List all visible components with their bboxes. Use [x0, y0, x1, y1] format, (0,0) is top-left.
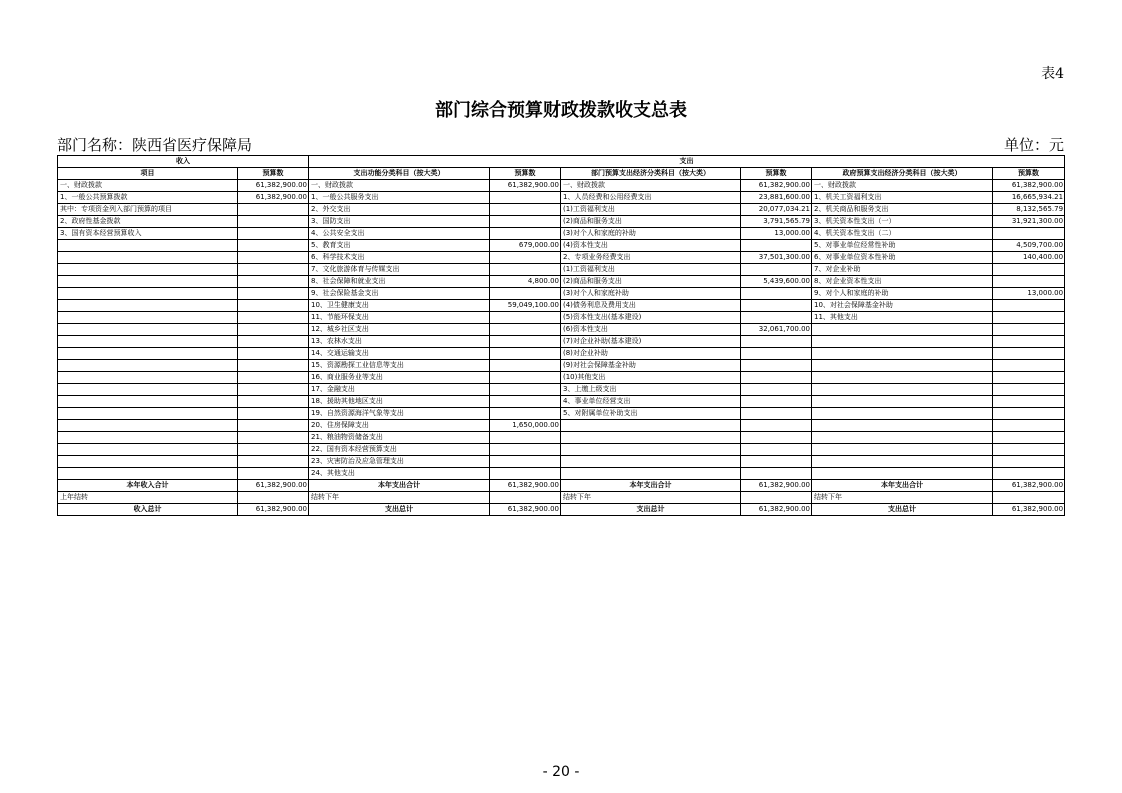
item-cell: 2、专项业务经费支出	[561, 252, 741, 264]
item-cell: 22、国有资本经营预算支出	[309, 444, 490, 456]
item-cell: 14、交通运输支出	[309, 348, 490, 360]
amount-cell	[238, 420, 309, 432]
item-cell: (10)其他支出	[561, 372, 741, 384]
item-cell	[58, 324, 238, 336]
item-cell: 4、机关资本性支出（二）	[812, 228, 993, 240]
item-cell: 6、对事业单位资本性补助	[812, 252, 993, 264]
amount-cell	[993, 384, 1065, 396]
amount-cell	[490, 192, 561, 204]
item-cell: 11、节能环保支出	[309, 312, 490, 324]
amount-cell: 679,000.00	[490, 240, 561, 252]
table-row	[58, 456, 1065, 468]
amount-cell	[993, 420, 1065, 432]
table-row	[58, 408, 1065, 420]
table-row	[58, 228, 1065, 240]
amount-cell	[490, 312, 561, 324]
table-number: 表4	[1041, 66, 1064, 82]
amount-cell	[238, 312, 309, 324]
amount-cell: 1,650,000.00	[490, 420, 561, 432]
amount-cell	[238, 468, 309, 480]
item-cell: (4)债务利息及费用支出	[561, 300, 741, 312]
item-cell	[812, 372, 993, 384]
item-cell: 8、对企业资本性支出	[812, 276, 993, 288]
item-cell: 支出总计	[561, 504, 741, 516]
table-row	[58, 240, 1065, 252]
amount-cell	[741, 444, 812, 456]
amount-cell: 8,132,565.79	[993, 204, 1065, 216]
amount-cell	[993, 456, 1065, 468]
unit-label: 单位：元	[1003, 136, 1064, 154]
item-cell: 13、农林水支出	[309, 336, 490, 348]
item-cell: 18、援助其他地区支出	[309, 396, 490, 408]
budget-header: 预算数	[741, 168, 812, 180]
item-cell	[812, 432, 993, 444]
year-total-row	[58, 480, 1065, 492]
dept-econ-class-header: 部门预算支出经济分类科目（按大类）	[561, 168, 741, 180]
item-cell: 4、事业单位经营支出	[561, 396, 741, 408]
amount-cell	[238, 216, 309, 228]
amount-cell: 13,000.00	[741, 228, 812, 240]
item-cell: 6、科学技术支出	[309, 252, 490, 264]
item-cell: (3)对个人和家庭的补助	[561, 228, 741, 240]
amount-cell: 23,881,600.00	[741, 192, 812, 204]
item-cell: 本年收入合计	[58, 480, 238, 492]
item-cell	[58, 360, 238, 372]
item-cell: 1、一般公共预算拨款	[58, 192, 238, 204]
table-row	[58, 384, 1065, 396]
amount-cell	[741, 420, 812, 432]
amount-cell: 61,382,900.00	[238, 192, 309, 204]
amount-cell	[490, 456, 561, 468]
amount-cell	[490, 396, 561, 408]
amount-cell	[993, 360, 1065, 372]
amount-cell	[490, 360, 561, 372]
item-cell: (9)对社会保障基金补助	[561, 360, 741, 372]
amount-cell: 61,382,900.00	[993, 180, 1065, 192]
item-cell: 1、一般公共服务支出	[309, 192, 490, 204]
amount-cell	[238, 264, 309, 276]
amount-cell	[741, 360, 812, 372]
item-cell	[812, 324, 993, 336]
amount-cell	[741, 384, 812, 396]
amount-cell	[993, 444, 1065, 456]
table-row	[58, 432, 1065, 444]
item-cell: 收入总计	[58, 504, 238, 516]
amount-cell	[993, 408, 1065, 420]
table-row	[58, 300, 1065, 312]
item-cell	[58, 396, 238, 408]
department-row	[57, 134, 1064, 154]
amount-cell	[993, 228, 1065, 240]
item-header: 项目	[58, 168, 238, 180]
amount-cell: 61,382,900.00	[741, 480, 812, 492]
amount-cell	[741, 336, 812, 348]
amount-cell	[741, 408, 812, 420]
amount-cell	[741, 432, 812, 444]
item-cell: (2)商品和服务支出	[561, 216, 741, 228]
item-cell: 3、国有资本经营预算收入	[58, 228, 238, 240]
item-cell: 本年支出合计	[812, 480, 993, 492]
item-cell: (7)对企业补助(基本建设)	[561, 336, 741, 348]
table-row	[58, 360, 1065, 372]
amount-cell: 20,077,034.21	[741, 204, 812, 216]
item-cell: 2、外交支出	[309, 204, 490, 216]
item-cell	[812, 444, 993, 456]
amount-cell: 61,382,900.00	[741, 180, 812, 192]
amount-cell	[741, 264, 812, 276]
amount-cell	[741, 288, 812, 300]
amount-cell: 4,509,700.00	[993, 240, 1065, 252]
item-cell	[58, 288, 238, 300]
amount-cell: 61,382,900.00	[238, 480, 309, 492]
item-cell	[561, 456, 741, 468]
amount-cell: 61,382,900.00	[741, 504, 812, 516]
amount-cell	[238, 252, 309, 264]
item-cell	[58, 348, 238, 360]
header-row-2	[58, 168, 1065, 180]
amount-cell	[238, 276, 309, 288]
item-cell: 7、文化旅游体育与传媒支出	[309, 264, 490, 276]
item-cell: 21、粮油物资储备支出	[309, 432, 490, 444]
item-cell: 9、社会保险基金支出	[309, 288, 490, 300]
func-class-header: 支出功能分类科目（按大类）	[309, 168, 490, 180]
amount-cell: 37,501,300.00	[741, 252, 812, 264]
item-cell	[58, 264, 238, 276]
amount-cell	[741, 396, 812, 408]
item-cell	[58, 432, 238, 444]
amount-cell	[993, 276, 1065, 288]
table-row	[58, 264, 1065, 276]
amount-cell	[993, 492, 1065, 504]
amount-cell: 32,061,700.00	[741, 324, 812, 336]
header-row-1	[58, 156, 1065, 168]
item-cell: 一、财政拨款	[561, 180, 741, 192]
item-cell: 24、其他支出	[309, 468, 490, 480]
amount-cell	[741, 372, 812, 384]
item-cell: 上年结转	[58, 492, 238, 504]
item-cell: 9、对个人和家庭的补助	[812, 288, 993, 300]
item-cell: (6)资本性支出	[561, 324, 741, 336]
item-cell	[561, 420, 741, 432]
item-cell: (1)工资福利支出	[561, 204, 741, 216]
item-cell: 结转下年	[309, 492, 490, 504]
amount-cell	[993, 300, 1065, 312]
amount-cell	[490, 384, 561, 396]
item-cell: 其中：专项资金列入部门预算的项目	[58, 204, 238, 216]
table-row	[58, 204, 1065, 216]
grand-total-row	[58, 504, 1065, 516]
amount-cell	[238, 408, 309, 420]
amount-cell	[490, 468, 561, 480]
item-cell	[561, 444, 741, 456]
department-name: 部门名称：陕西省医疗保障局	[57, 136, 253, 154]
item-cell	[58, 408, 238, 420]
item-cell	[812, 408, 993, 420]
amount-cell	[993, 396, 1065, 408]
item-cell: (5)资本性支出(基本建设)	[561, 312, 741, 324]
amount-cell: 59,049,100.00	[490, 300, 561, 312]
amount-cell	[490, 408, 561, 420]
table-row	[58, 420, 1065, 432]
item-cell	[58, 384, 238, 396]
amount-cell: 61,382,900.00	[238, 180, 309, 192]
table-row	[58, 396, 1065, 408]
amount-cell: 3,791,565.79	[741, 216, 812, 228]
amount-cell: 13,000.00	[993, 288, 1065, 300]
carry-over-row	[58, 492, 1065, 504]
amount-cell	[238, 492, 309, 504]
amount-cell	[238, 360, 309, 372]
amount-cell: 4,800.00	[490, 276, 561, 288]
amount-cell	[490, 348, 561, 360]
amount-cell	[490, 216, 561, 228]
amount-cell	[993, 336, 1065, 348]
item-cell	[561, 432, 741, 444]
amount-cell: 61,382,900.00	[993, 480, 1065, 492]
page-number: - 20 -	[542, 764, 580, 780]
item-cell	[812, 384, 993, 396]
item-cell: 2、政府性基金拨款	[58, 216, 238, 228]
item-cell: 3、国防支出	[309, 216, 490, 228]
amount-cell	[238, 336, 309, 348]
amount-cell	[238, 228, 309, 240]
amount-cell	[490, 204, 561, 216]
amount-cell	[238, 396, 309, 408]
amount-cell: 61,382,900.00	[238, 504, 309, 516]
amount-cell	[238, 240, 309, 252]
table-row	[58, 288, 1065, 300]
amount-cell	[238, 300, 309, 312]
item-cell: 19、自然资源海洋气象等支出	[309, 408, 490, 420]
amount-cell	[490, 228, 561, 240]
item-cell	[58, 312, 238, 324]
amount-cell	[993, 372, 1065, 384]
item-cell: 7、对企业补助	[812, 264, 993, 276]
item-cell: 支出总计	[309, 504, 490, 516]
amount-cell	[993, 468, 1065, 480]
amount-cell	[993, 324, 1065, 336]
table-row	[58, 276, 1065, 288]
item-cell	[58, 252, 238, 264]
budget-header: 预算数	[490, 168, 561, 180]
item-cell: (3)对个人和家庭补助	[561, 288, 741, 300]
amount-cell	[238, 204, 309, 216]
item-cell	[561, 468, 741, 480]
item-cell	[812, 420, 993, 432]
item-cell: 20、住房保障支出	[309, 420, 490, 432]
amount-cell	[741, 492, 812, 504]
item-cell: 23、灾害防治及应急管理支出	[309, 456, 490, 468]
amount-cell	[238, 324, 309, 336]
amount-cell	[490, 336, 561, 348]
budget-header: 预算数	[993, 168, 1065, 180]
amount-cell	[238, 456, 309, 468]
table-row	[58, 252, 1065, 264]
amount-cell	[238, 432, 309, 444]
item-cell: 17、金融支出	[309, 384, 490, 396]
item-cell	[58, 300, 238, 312]
item-cell: 12、城乡社区支出	[309, 324, 490, 336]
item-cell: 5、教育支出	[309, 240, 490, 252]
amount-cell: 140,400.00	[993, 252, 1065, 264]
item-cell: 结转下年	[561, 492, 741, 504]
amount-cell	[993, 348, 1065, 360]
item-cell: 本年支出合计	[561, 480, 741, 492]
budget-table	[57, 155, 1065, 516]
item-cell: 一、财政拨款	[58, 180, 238, 192]
table-row	[58, 336, 1065, 348]
amount-cell	[490, 444, 561, 456]
table-row	[58, 216, 1065, 228]
item-cell: 5、对附属单位补助支出	[561, 408, 741, 420]
item-cell: 本年支出合计	[309, 480, 490, 492]
item-cell	[58, 372, 238, 384]
amount-cell: 61,382,900.00	[490, 480, 561, 492]
item-cell	[812, 468, 993, 480]
item-cell	[58, 456, 238, 468]
amount-cell	[490, 252, 561, 264]
amount-cell	[238, 384, 309, 396]
item-cell: 5、对事业单位经常性补助	[812, 240, 993, 252]
item-cell: 15、资源勘探工业信息等支出	[309, 360, 490, 372]
item-cell: (2)商品和服务支出	[561, 276, 741, 288]
amount-cell: 61,382,900.00	[490, 504, 561, 516]
item-cell: (4)资本性支出	[561, 240, 741, 252]
amount-cell	[490, 264, 561, 276]
amount-cell	[741, 300, 812, 312]
item-cell	[58, 276, 238, 288]
document-title: 部门综合预算财政拨款收支总表	[435, 100, 687, 121]
amount-cell	[741, 240, 812, 252]
amount-cell	[238, 372, 309, 384]
table-row	[58, 372, 1065, 384]
table-row	[58, 468, 1065, 480]
item-cell: 4、公共安全支出	[309, 228, 490, 240]
item-cell: 一、财政拨款	[812, 180, 993, 192]
amount-cell	[490, 432, 561, 444]
item-cell: 16、商业服务业等支出	[309, 372, 490, 384]
expense-header: 支出	[309, 156, 1065, 168]
amount-cell	[238, 444, 309, 456]
item-cell	[812, 348, 993, 360]
item-cell: 2、机关商品和服务支出	[812, 204, 993, 216]
amount-cell: 5,439,600.00	[741, 276, 812, 288]
item-cell: 1、人员经费和公用经费支出	[561, 192, 741, 204]
amount-cell	[490, 492, 561, 504]
amount-cell	[741, 468, 812, 480]
item-cell	[58, 444, 238, 456]
item-cell	[812, 396, 993, 408]
table-row	[58, 324, 1065, 336]
amount-cell	[238, 288, 309, 300]
item-cell: 3、上缴上级支出	[561, 384, 741, 396]
amount-cell: 31,921,300.00	[993, 216, 1065, 228]
item-cell: 结转下年	[812, 492, 993, 504]
budget-header: 预算数	[238, 168, 309, 180]
table-row	[58, 192, 1065, 204]
gov-econ-class-header: 政府预算支出经济分类科目（按大类）	[812, 168, 993, 180]
item-cell	[812, 456, 993, 468]
table-row	[58, 180, 1065, 192]
item-cell: (8)对企业补助	[561, 348, 741, 360]
item-cell	[812, 360, 993, 372]
amount-cell	[993, 264, 1065, 276]
item-cell	[58, 420, 238, 432]
amount-cell	[741, 348, 812, 360]
table-row	[58, 348, 1065, 360]
amount-cell	[993, 432, 1065, 444]
item-cell: 一、财政拨款	[309, 180, 490, 192]
item-cell: 1、机关工资福利支出	[812, 192, 993, 204]
amount-cell: 16,665,934.21	[993, 192, 1065, 204]
amount-cell	[490, 288, 561, 300]
item-cell: 8、社会保障和就业支出	[309, 276, 490, 288]
item-cell: (1)工资福利支出	[561, 264, 741, 276]
amount-cell: 61,382,900.00	[993, 504, 1065, 516]
amount-cell	[490, 372, 561, 384]
amount-cell	[490, 324, 561, 336]
item-cell	[58, 240, 238, 252]
item-cell	[58, 468, 238, 480]
item-cell	[812, 336, 993, 348]
amount-cell	[741, 456, 812, 468]
table-body	[58, 180, 1065, 516]
amount-cell	[741, 312, 812, 324]
income-header: 收入	[58, 156, 309, 168]
table-row	[58, 312, 1065, 324]
amount-cell	[238, 348, 309, 360]
amount-cell	[993, 312, 1065, 324]
item-cell: 支出总计	[812, 504, 993, 516]
table-row	[58, 444, 1065, 456]
item-cell: 10、对社会保障基金补助	[812, 300, 993, 312]
amount-cell: 61,382,900.00	[490, 180, 561, 192]
item-cell	[58, 336, 238, 348]
item-cell: 3、机关资本性支出（一）	[812, 216, 993, 228]
item-cell: 10、卫生健康支出	[309, 300, 490, 312]
item-cell: 11、其他支出	[812, 312, 993, 324]
